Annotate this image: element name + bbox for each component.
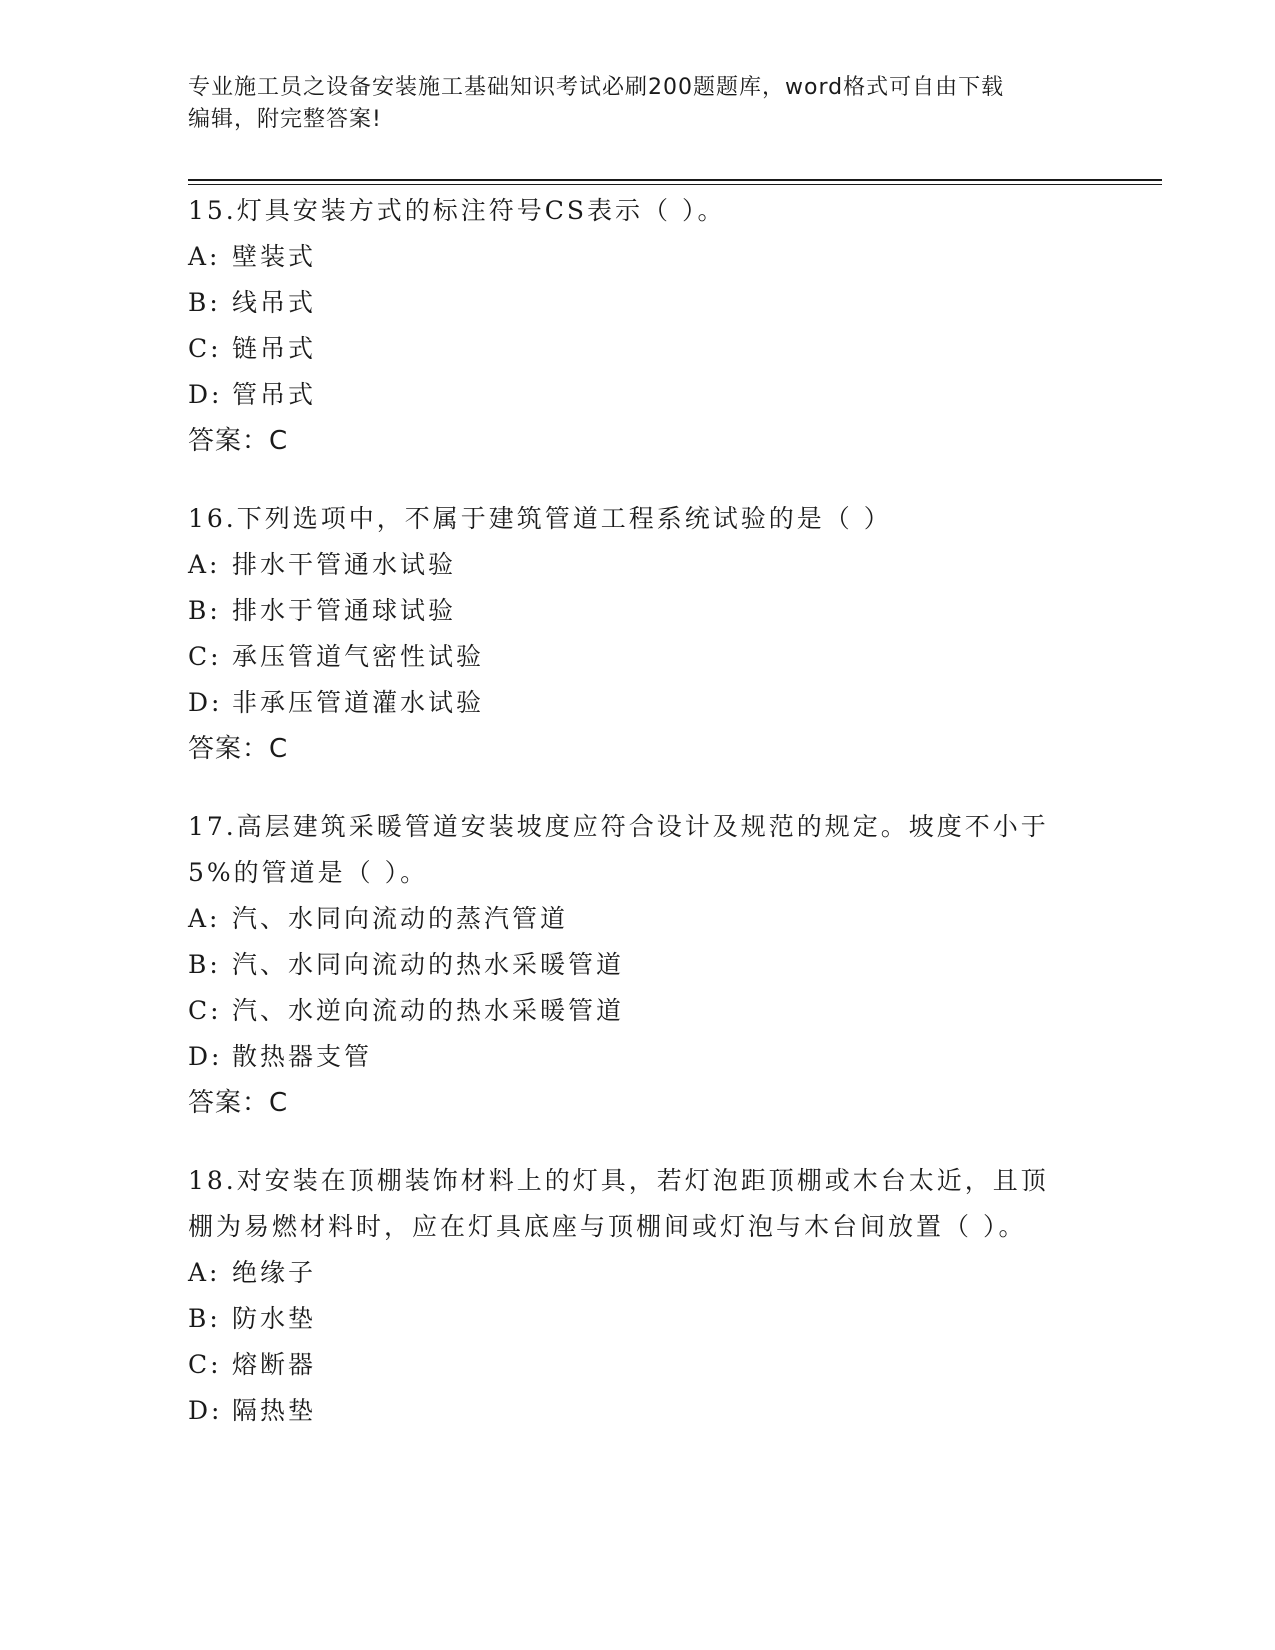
option-text: 汽、水逆向流动的热水采暖管道 (232, 996, 625, 1025)
answer-line: 答案：C (188, 734, 289, 764)
option-text: 线吊式 (232, 288, 317, 317)
option-key: C: (188, 334, 222, 363)
option-text: 链吊式 (232, 334, 317, 363)
option-c (188, 1342, 1088, 1388)
option-key: B: (188, 596, 221, 625)
option-key: D: (188, 1042, 223, 1071)
option-key: A: (188, 242, 221, 271)
option-c (188, 634, 1088, 680)
option-text: 排水干管通水试验 (232, 550, 457, 579)
option-key: B: (188, 950, 221, 979)
option-key: D: (188, 1396, 223, 1425)
option-text: 排水于管通球试验 (232, 596, 457, 625)
option-text: 管吊式 (232, 380, 317, 409)
option-key: C: (188, 996, 222, 1025)
option-key: B: (188, 1304, 221, 1333)
option-d (188, 1388, 1088, 1434)
option-a (188, 1250, 1088, 1296)
option-key: D: (188, 380, 223, 409)
option-text: 壁装式 (232, 242, 317, 271)
option-text: 熔断器 (232, 1350, 317, 1379)
question-stem: 18.对安装在顶棚装饰材料上的灯具，若灯泡距顶棚或木台太近，且顶 (188, 1166, 1049, 1195)
option-c (188, 326, 1088, 372)
header-title-line-1: 专业施工员之设备安装施工基础知识考试必刷200题题库，word格式可自由下载 (188, 75, 1005, 100)
option-text: 汽、水同向流动的热水采暖管道 (232, 950, 625, 979)
option-text: 绝缘子 (232, 1258, 317, 1287)
option-text: 隔热垫 (232, 1396, 317, 1425)
option-key: C: (188, 1350, 222, 1379)
option-key: B: (188, 288, 221, 317)
option-b (188, 942, 1088, 988)
question-stem-continued: 5%的管道是（ ）。 (188, 858, 429, 887)
option-a (188, 896, 1088, 942)
option-a (188, 542, 1088, 588)
answer-line: 答案：C (188, 426, 289, 456)
question-17 (188, 804, 1088, 1126)
option-a (188, 234, 1088, 280)
option-b (188, 280, 1088, 326)
option-text: 非承压管道灌水试验 (232, 688, 485, 717)
option-d (188, 1034, 1088, 1080)
question-15 (188, 188, 1088, 464)
header-divider-thin (188, 184, 1162, 185)
question-stem: 16.下列选项中，不属于建筑管道工程系统试验的是（ ） (188, 504, 892, 533)
question-stem: 15.灯具安装方式的标注符号CS表示（ ）。 (188, 196, 726, 225)
question-list (188, 188, 1088, 1466)
question-stem-continued: 棚为易燃材料时，应在灯具底座与顶棚间或灯泡与木台间放置（ ）。 (188, 1212, 1027, 1241)
header-divider-thick (188, 179, 1162, 181)
option-b (188, 588, 1088, 634)
option-text: 散热器支管 (232, 1042, 373, 1071)
question-stem: 17.高层建筑采暖管道安装坡度应符合设计及规范的规定。坡度不小于 (188, 812, 1049, 841)
option-text: 汽、水同向流动的蒸汽管道 (232, 904, 569, 933)
option-d (188, 372, 1088, 418)
option-key: A: (188, 550, 221, 579)
header-title-line-2: 编辑，附完整答案! (188, 107, 382, 132)
question-16 (188, 496, 1088, 772)
option-text: 防水垫 (232, 1304, 317, 1333)
option-key: D: (188, 688, 223, 717)
document-header (188, 72, 1088, 136)
answer-line: 答案：C (188, 1088, 289, 1118)
option-c (188, 988, 1088, 1034)
option-key: A: (188, 904, 221, 933)
option-key: A: (188, 1258, 221, 1287)
question-18 (188, 1158, 1088, 1434)
option-b (188, 1296, 1088, 1342)
option-d (188, 680, 1088, 726)
option-text: 承压管道气密性试验 (232, 642, 485, 671)
option-key: C: (188, 642, 222, 671)
